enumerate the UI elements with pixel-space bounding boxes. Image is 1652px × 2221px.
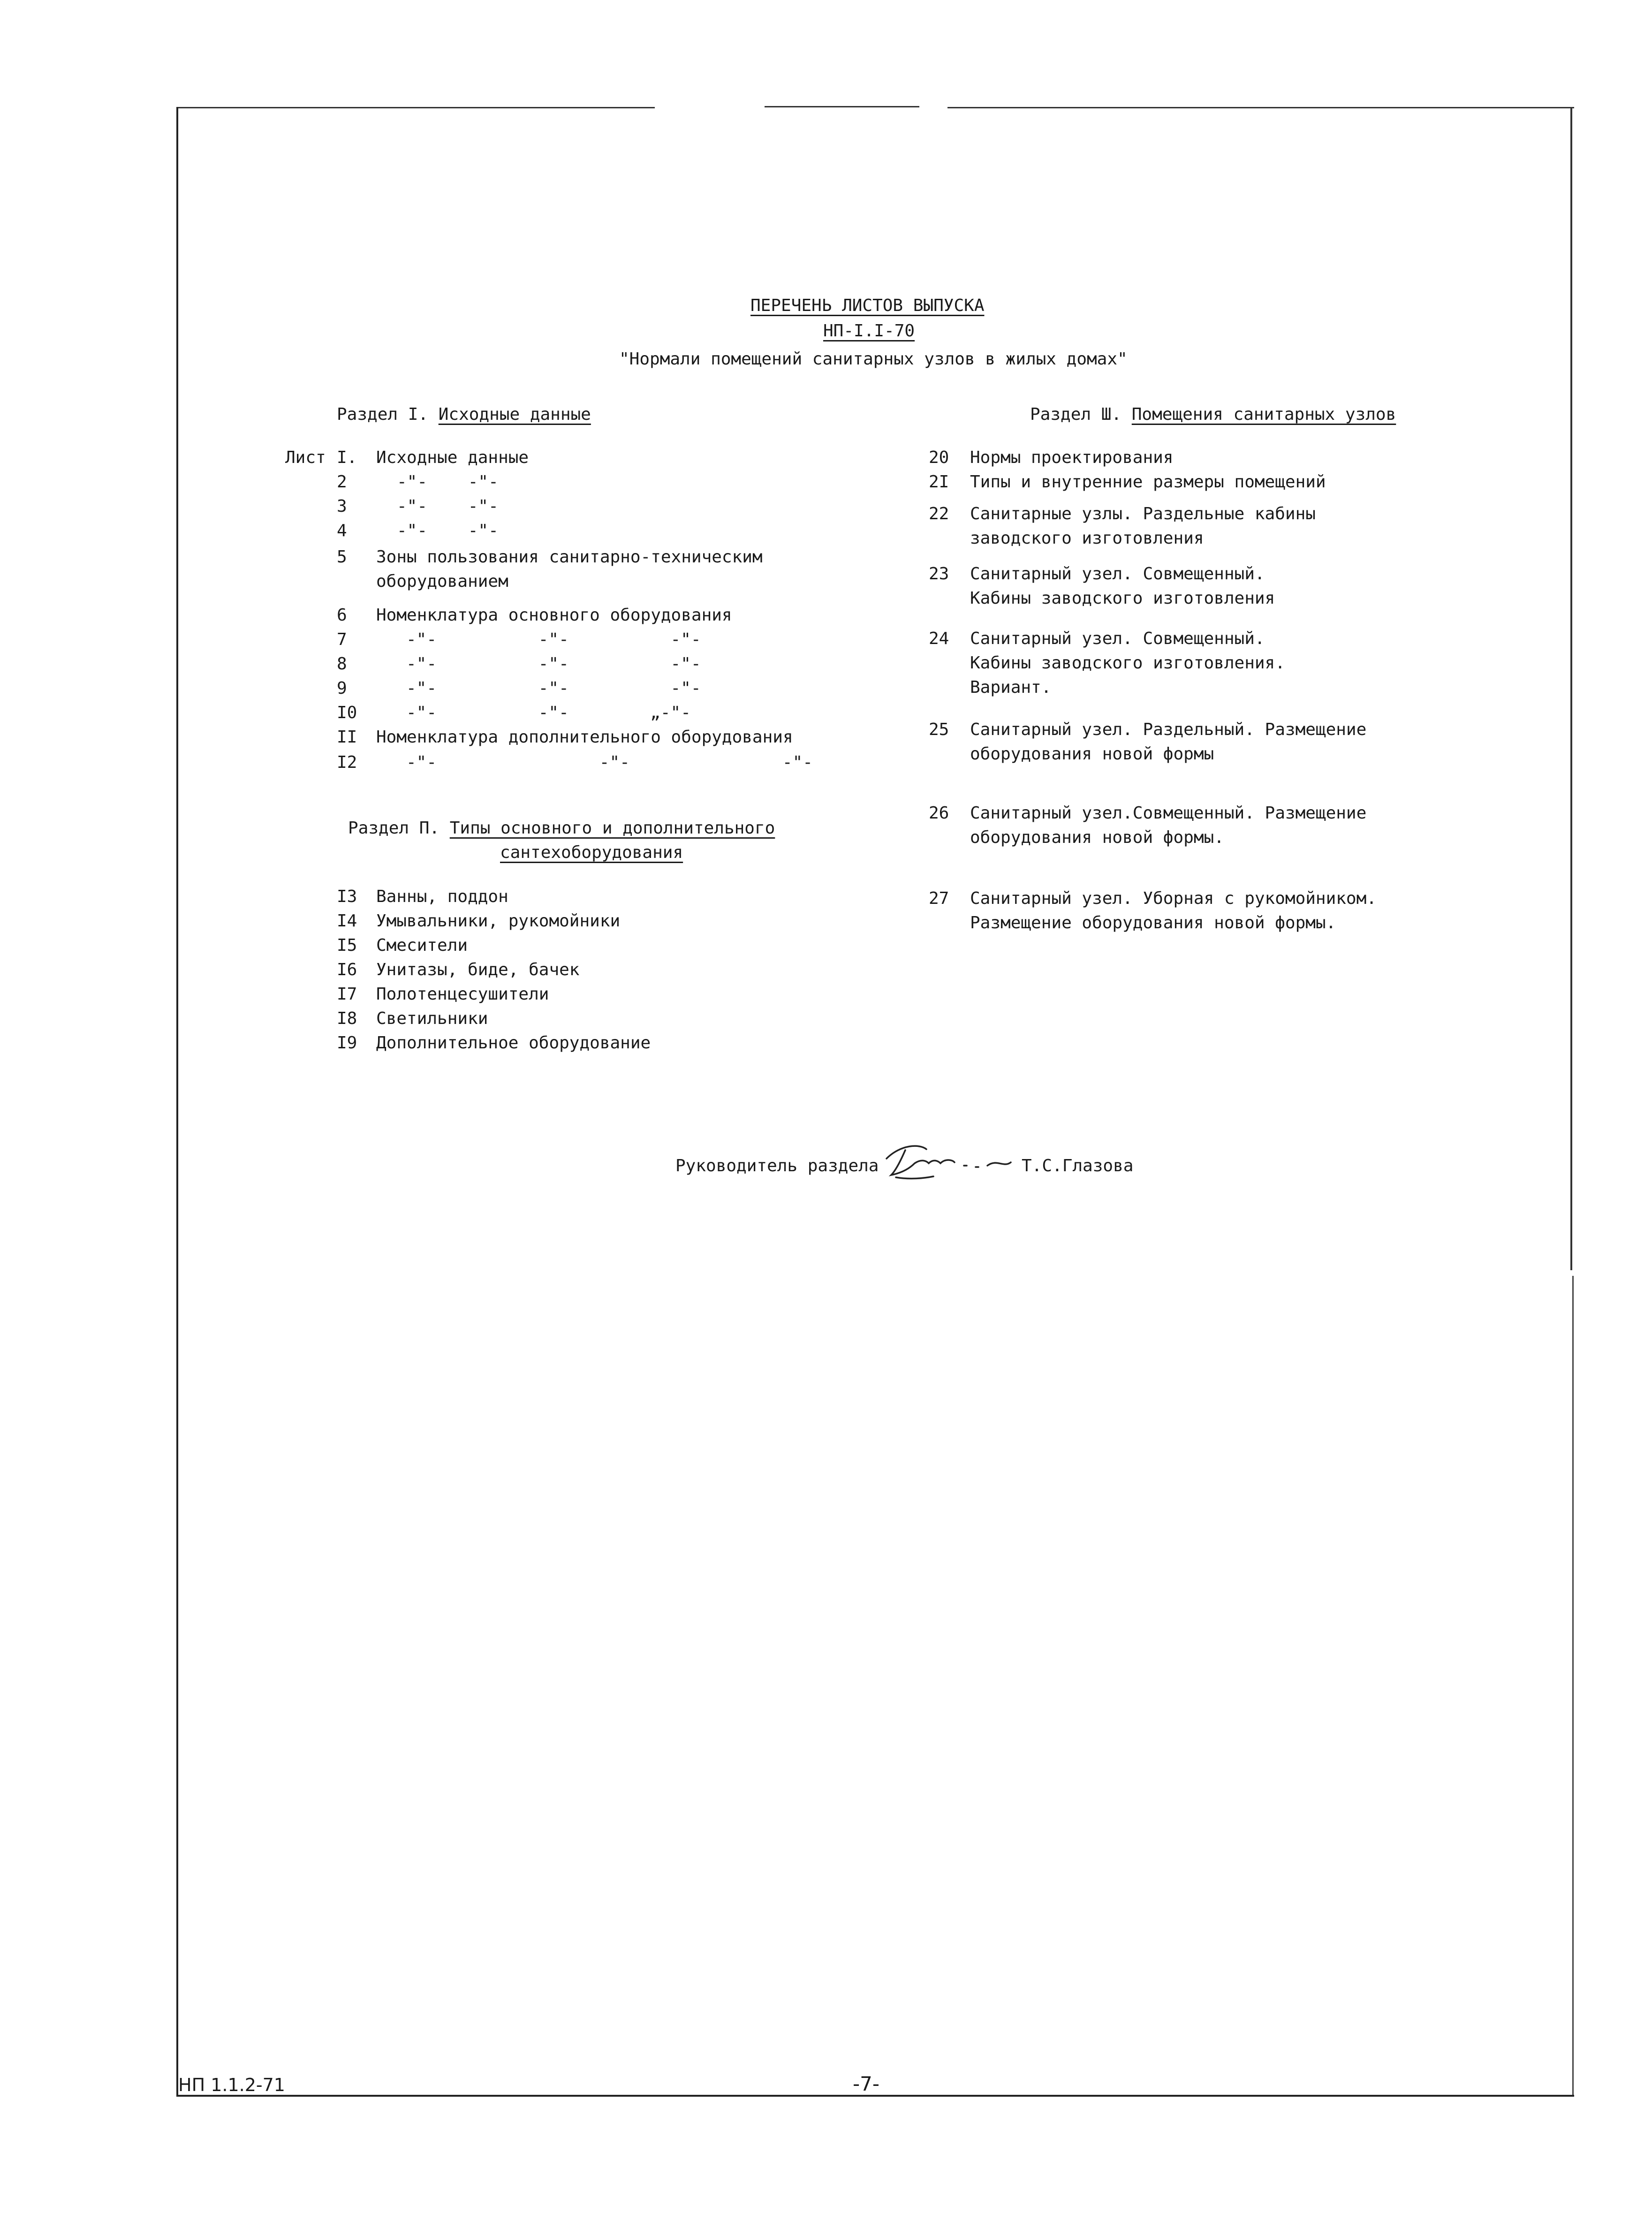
sheet-title: -"- -"- -"- [406,679,701,698]
sheet-number: 5 [337,547,347,567]
section-1-name: Исходные данные [438,405,591,424]
sheet-title: -"- -"- -"- [406,753,813,772]
sheet-title-continued: оборудования новой формы [970,744,1214,764]
sheet-number: I7 [337,985,357,1004]
sheet-title-continued: оборудованием [376,572,508,591]
sheet-title: -"- -"- -"- [406,630,701,649]
frame-top-line [176,107,655,108]
sheet-title: Нормы проектирования [970,448,1174,467]
section-1-heading [337,402,591,427]
footer-doc-code: НП 1.1.2-71 [178,2075,285,2095]
sheet-number: 25 [929,720,949,739]
sheet-number: 3 [337,497,347,516]
section-3-heading [1030,402,1396,427]
frame-right-line [1572,1276,1574,2096]
sheet-title: -"- -"- [397,497,499,516]
sheet-number: I9 [337,1033,357,1053]
sheet-number: 23 [929,564,949,584]
sheet-number: I8 [337,1009,357,1028]
sheet-title: Типы и внутренние размеры помещений [970,472,1326,492]
sheet-title: Санитарные узлы. Раздельные кабины [970,504,1316,523]
page-number: -7- [853,2072,880,2095]
sheet-number: 20 [929,448,949,467]
sheet-title: Номенклатура дополнительного оборудования [376,728,793,747]
section-3-name: Помещения санитарных узлов [1131,405,1396,424]
section-1-prefix: Раздел I. [337,405,439,424]
sheet-title: Унитазы, биде, бачек [376,960,580,979]
sheet-number: I3 [337,887,357,906]
signature-role: Руководитель раздела [675,1156,879,1175]
sheet-title-continued: Размещение оборудования новой формы. [970,913,1336,932]
sheet-number: 4 [337,521,347,540]
sheet-number: I. [337,448,357,467]
frame-top-line [947,107,1574,108]
sheet-title-continued: Кабины заводского изготовления. [970,653,1285,673]
sheet-number: 8 [337,654,347,674]
section-2-name: Типы основного и дополнительного [449,819,775,838]
sheet-title: Зоны пользования санитарно-техническим [376,547,763,567]
sheet-title-continued: оборудования новой формы. [970,828,1224,847]
sheet-title: Ванны, поддон [376,887,508,906]
sheet-title-continued: Вариант. [970,678,1052,697]
section-3-prefix: Раздел Ш. [1030,405,1132,424]
sheet-title: Дополнительное оборудование [376,1033,651,1053]
list-label: Лист [285,448,326,467]
sheet-title: Санитарный узел. Совмещенный. [970,564,1265,584]
sheet-title: -"- -"- [397,521,499,540]
sheet-number: 2 [337,472,347,492]
sheet-title: Санитарный узел.Совмещенный. Размещение [970,804,1367,823]
section-2-prefix: Раздел П. [348,819,450,838]
sheet-title: Исходные данные [376,448,529,467]
section-2-heading [348,816,775,841]
document-title: ПЕРЕЧЕНЬ ЛИСТОВ ВЫПУСКА [750,296,985,315]
sheet-number: 24 [929,629,949,648]
sheet-number: 6 [337,606,347,625]
sheet-number: 27 [929,889,949,908]
sheet-title: Светильники [376,1009,488,1028]
sheet-title: Санитарный узел. Совмещенный. [970,629,1265,648]
sheet-number: 7 [337,630,347,649]
sheet-title: Смесители [376,936,468,955]
sheet-number: 22 [929,504,949,523]
sheet-title: -"- -"- -"- [406,654,701,674]
sheet-title: Полотенцесушители [376,985,549,1004]
sheet-title: Умывальники, рукомойники [376,911,621,931]
sheet-number: 2I [929,472,949,492]
frame-left-line [176,107,178,2096]
sheet-number: 26 [929,804,949,823]
sheet-title: Санитарный узел. Уборная с рукомойником. [970,889,1377,908]
signature-name: Т.С.Глазова [1022,1156,1134,1175]
sheet-number: II [337,728,357,747]
document-code: НП-I.I-70 [823,321,915,341]
sheet-number: I5 [337,936,357,955]
sheet-title: -"- -"- [397,472,499,492]
sheet-title: -"- -"- „-"- [406,703,691,722]
sheet-title-continued: Кабины заводского изготовления [970,589,1275,608]
sheet-number: 9 [337,679,347,698]
sheet-title: Номенклатура основного оборудования [376,606,732,625]
frame-top-line [765,106,919,107]
sheet-number: I4 [337,911,357,931]
sheet-number: I6 [337,960,357,979]
sheet-number: I2 [337,753,357,772]
sheet-title-continued: заводского изготовления [970,529,1204,548]
document-subtitle: "Нормали помещений санитарных узлов в жилых домах" [619,349,1128,369]
frame-right-line [1570,107,1572,1270]
sheet-number: I0 [337,703,357,722]
section-2-name-continued: сантехоборудования [500,843,683,862]
sheet-title: Санитарный узел. Раздельный. Размещение [970,720,1367,739]
